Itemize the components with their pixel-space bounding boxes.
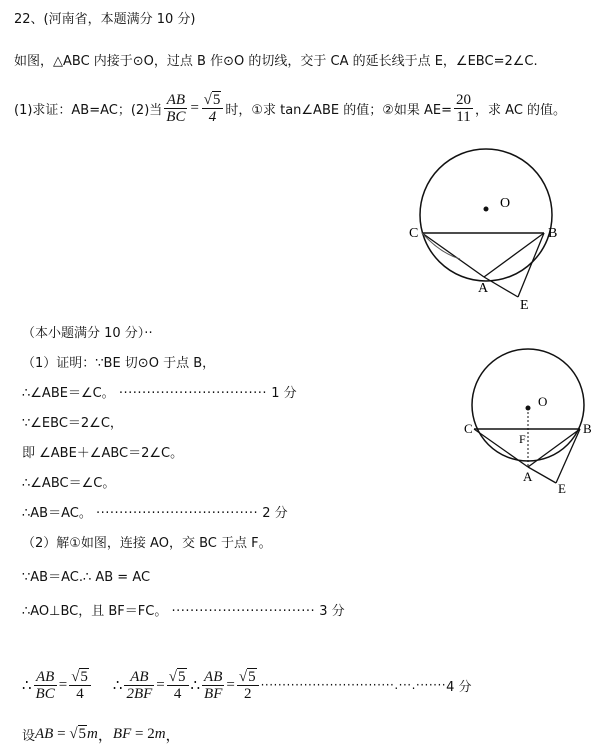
score-dots: ······························· [171,604,316,619]
var-bf: BF [112,726,132,742]
label-a: A [523,469,533,484]
label-c: C [464,421,473,436]
solution-step-9 [22,600,345,619]
fraction-denominator: 2 [243,685,252,702]
label-e: E [558,481,566,495]
radicand: 5 [80,668,88,685]
label-f: F [519,432,526,446]
step-2-text: ∴∠ABE＝∠C。 [22,386,115,401]
let-text: 设 [22,729,36,744]
problem-line-2-mid: 时，①求 tan∠ABE 的值；②如果 AE= [225,102,453,118]
var-ab: AB [35,726,54,742]
fraction-denominator: 4 [76,685,84,702]
fraction-numerator [167,669,189,686]
score-dots: ··································· [95,506,259,521]
fraction-denominator: 4 [173,685,182,702]
solution-step-2 [22,382,297,401]
solution-step-7: （2）解①如图，连接 AO，交 BC 于点 F。 [22,536,272,551]
label-b: B [583,421,592,436]
solution-step-3: ∵∠EBC＝2∠C， [22,416,123,431]
radicand: 5 [178,668,186,685]
solution-step-11 [22,724,181,745]
score-dots: ·······························.···.······· [260,678,447,692]
fraction-ab-over-2bf [124,669,154,702]
fraction-sqrt5-over-2 [237,669,259,702]
sqrt-symbol: √5 [238,668,256,685]
problem-line-2 [14,86,566,130]
problem-line-2-pre: (1)求证：AB=AC；(2)当 [14,102,163,118]
sqrt-symbol: √5 [168,668,186,685]
radicand: 5 [212,91,221,108]
fraction-numerator [237,669,259,686]
therefore-symbol: ∴ [190,677,201,694]
geometry-figure-1 [400,145,580,315]
fraction-numerator: AB [204,668,223,685]
label-a: A [478,281,489,296]
fraction-numerator: AB [34,669,57,686]
score-dots: ································ [118,386,268,401]
solution-step-1: （1）证明：∵BE 切⊙O 于点 B， [22,356,216,371]
score-label: 1 分 [271,386,297,401]
equals-sign: = [156,676,165,693]
fraction-denominator: 4 [208,108,217,125]
problem-header: 22、(河南省，本题满分 10 分) [14,12,196,27]
geometry-figure-2 [462,345,592,495]
fraction-sqrt5-over-4 [202,92,224,125]
solution-step-8: ∵AB＝AC.∴ AB = AC [22,570,151,585]
center-point [484,207,489,212]
comma: ， [165,728,181,744]
therefore-symbol: ∴ [22,677,32,694]
solution-step-4: 即 ∠ABE＋∠ABC＝2∠C。 [22,446,184,461]
fraction-numerator: AB [124,669,154,686]
equals-sign: = [58,676,68,693]
solution-header: （本小题满分 10 分）·· [22,326,153,341]
solution-step-5: ∴∠ABC＝∠C。 [22,476,116,491]
score-label: 3 分 [319,604,345,619]
score-label: 2 分 [262,506,288,521]
fraction-sqrt5-over-4 [167,669,189,702]
solution-step-6 [22,502,288,521]
solution-step-10 [22,662,472,708]
comma: ， [97,728,113,744]
fraction-denominator: BC [35,685,55,702]
equals-sign: = [226,676,235,693]
sqrt-symbol: √5 [69,726,87,742]
fraction-ab-over-bc [34,669,57,702]
equals-sign: = [189,99,200,116]
label-c: C [409,226,419,241]
problem-line-1: 如图，△ABC 内接于⊙O，过点 B 作⊙O 的切线，交于 CA 的延长线于点 E，∠EBC=2∠C. [14,54,538,69]
fraction-numerator: 20 [456,91,472,108]
equals-two: = 2 [131,726,155,742]
var-m: m [154,726,166,742]
score-label: 4 分 [446,679,472,695]
fraction-numerator [69,669,91,686]
radicand: 5 [78,726,87,742]
sqrt-symbol: √5 [203,91,221,108]
fraction-numerator: AB [164,92,187,109]
fraction-ab-over-bf [202,669,224,702]
fraction-denominator: 11 [456,108,471,125]
fraction-ab-over-bc [164,92,187,125]
var-m: m [87,726,98,742]
fraction-numerator [202,92,224,109]
fraction-denominator: BF [204,685,223,702]
fraction-sqrt5-over-4 [69,669,91,702]
fraction-20-over-11 [454,92,473,125]
radicand: 5 [248,668,256,685]
step-9-text: ∴AO⊥BC，且 BF＝FC。 [22,604,168,619]
label-o: O [500,196,511,211]
fraction-denominator: 2BF [126,685,153,702]
segment-ca [422,233,484,277]
fraction-denominator: BC [166,108,186,125]
therefore-symbol: ∴ [112,677,123,694]
sqrt-symbol: √5 [71,668,88,685]
problem-line-2-post: ，求 AC 的值。 [475,102,567,118]
step-6-text: ∴AB＝AC。 [22,506,92,521]
equals-sign: = [53,726,70,742]
label-e: E [520,298,529,313]
label-o: O [538,394,548,409]
label-b: B [548,226,558,241]
